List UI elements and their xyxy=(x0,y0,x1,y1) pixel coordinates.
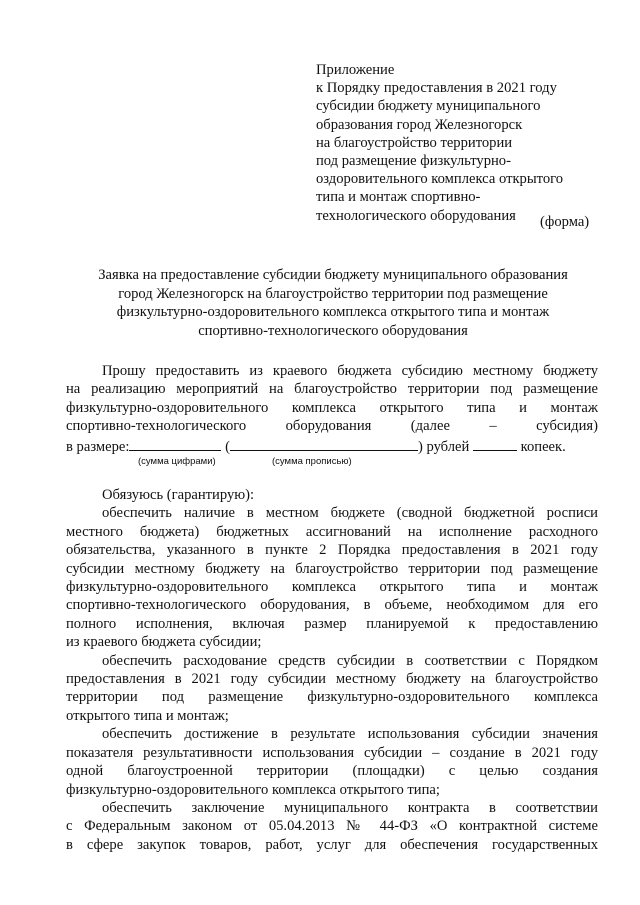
obligation-line: спортивно-технологического оборудования, в объеме, необходимом для его xyxy=(66,597,598,614)
appendix-line: Приложение xyxy=(316,62,395,78)
title-line: спортивно-технологического оборудования xyxy=(198,322,468,339)
obligation-line: обеспечить наличие в местном бюджете (сводной бюджетной росписи xyxy=(102,505,598,522)
obligations-section xyxy=(66,486,598,854)
obligation-line: физкультурно-оздоровительного комплекса открытого типа; xyxy=(66,781,440,798)
appendix-line: на благоустройство территории xyxy=(316,134,513,151)
title-line: город Железногорск на благоустройство территории под размещение xyxy=(118,285,548,302)
obligation-line: предоставления в 2021 году субсидии местному бюджету на благоустройство xyxy=(66,671,598,688)
amount-open-paren: ( xyxy=(225,439,230,455)
form-label: (форма) xyxy=(540,214,590,230)
appendix-line: технологического оборудования xyxy=(316,207,516,224)
caption-digits: (сумма цифрами) xyxy=(138,456,216,467)
appendix-line: оздоровительного комплекса открытого xyxy=(316,171,564,188)
obligation-line: из краевого бюджета субсидии; xyxy=(66,634,262,651)
appendix-line: субсидии бюджету муниципального xyxy=(316,98,541,115)
appendix-line: к Порядку предоставления в 2021 году xyxy=(316,80,557,97)
amount-rubles-label: ) рублей xyxy=(417,439,470,455)
obligation-line: физкультурно-оздоровительного комплекса открытого типа и монтаж xyxy=(66,579,598,596)
obligation-line: обеспечить расходование средств субсидии в соответствии с Порядком xyxy=(102,652,598,669)
title-line: Заявка на предоставление субсидии бюджету муниципального образования xyxy=(98,267,568,283)
request-line: на реализацию мероприятий на благоустройство территории под размещение xyxy=(66,381,598,398)
obligation-line: территории под размещение физкультурно-оздоровительного комплекса xyxy=(66,689,598,706)
request-line: спортивно-технологического оборудования (далее – субсидия) xyxy=(66,418,598,435)
request-line: Прошу предоставить из краевого бюджета субсидию местному бюджету xyxy=(102,363,598,379)
obligation-line: одной благоустроенной территории (площадки) с целью создания xyxy=(66,763,598,780)
amount-row xyxy=(66,436,598,456)
appendix-line: образования город Железногорск xyxy=(316,116,523,133)
amount-prefix: в размере: xyxy=(66,439,130,455)
obligation-line: в сфере закупок товаров, работ, услуг для обеспечения государственных xyxy=(66,836,598,853)
obligation-line: местного бюджета) бюджетных ассигнований на исполнение расходного xyxy=(66,523,598,540)
amount-kopecks-field[interactable] xyxy=(473,436,517,451)
request-paragraph xyxy=(66,362,598,436)
obligation-line: открытого типа и монтаж; xyxy=(66,707,229,724)
appendix-line: под размещение физкультурно- xyxy=(316,153,511,170)
obligation-line: обязательства, указанного в пункте 2 Порядка предоставления в 2021 году xyxy=(66,542,598,559)
amount-digits-field[interactable] xyxy=(129,436,221,451)
amount-kopecks-label: копеек. xyxy=(520,439,566,455)
caption-words: (сумма прописью) xyxy=(272,456,352,467)
obligation-line: показателя результативности использования субсидии – создание в 2021 году xyxy=(66,744,598,761)
obligation-line: с Федеральным законом от 05.04.2013 № 44-ФЗ «О контрактной системе xyxy=(66,818,598,835)
obligation-line: обеспечить достижение в результате использования субсидии значения xyxy=(102,726,598,743)
document-title xyxy=(60,266,606,340)
title-line: физкультурно-оздоровительного комплекса открытого типа и монтаж xyxy=(116,304,550,321)
request-line: физкультурно-оздоровительного комплекса открытого типа и монтаж xyxy=(66,399,598,416)
appendix-header xyxy=(316,61,606,225)
obligations-heading: Обязуюсь (гарантирую): xyxy=(102,487,255,503)
appendix-line: типа и монтаж спортивно- xyxy=(316,189,481,206)
obligation-line: полного исполнения, включая размер планируемой к предоставлению xyxy=(66,615,598,632)
amount-words-field[interactable] xyxy=(230,436,418,451)
obligation-line: субсидии местному бюджету на благоустройство территории под размещение xyxy=(66,560,598,577)
obligation-line: обеспечить заключение муниципального контракта в соответствии xyxy=(102,799,598,816)
